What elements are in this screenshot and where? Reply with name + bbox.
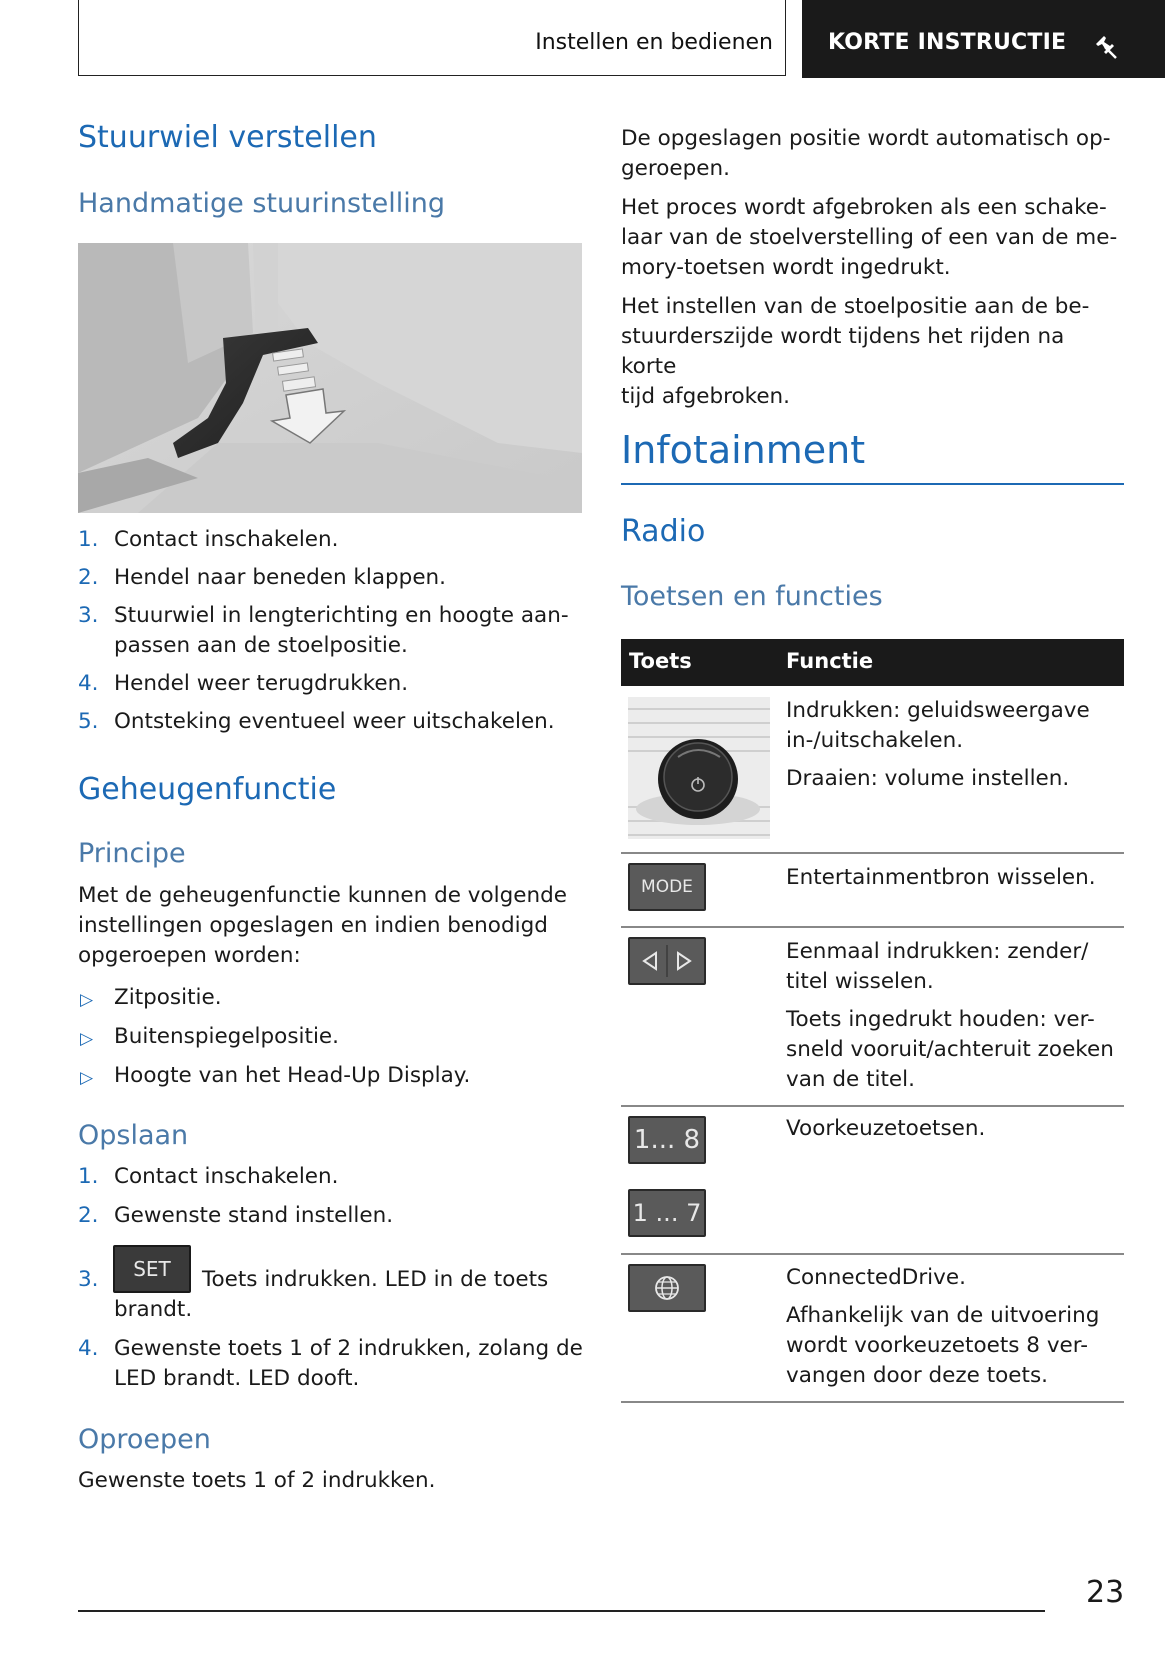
oproepen-text: Gewenste toets 1 of 2 indrukken. (78, 1468, 436, 1493)
preset-1-8-button-icon: 1... 8 (628, 1116, 706, 1164)
list-item: 5. Ontsteking eventueel weer uitschakelen. (78, 709, 555, 734)
list-item: 4. Hendel weer terugdrukken. (78, 671, 409, 696)
prev-next-button-icon (628, 937, 706, 985)
step4-text-cont: LED brandt. LED dooft. (114, 1366, 360, 1391)
infotainment-rule (621, 483, 1124, 485)
paragraph-abort: Het proces wordt afgebroken als een schake- laar van de stoelverstelling of een van de me- mory-toetsen wordt ingedrukt. (621, 195, 1118, 280)
globe-icon (653, 1274, 681, 1302)
set-button-icon: SET (113, 1245, 191, 1293)
bullet-triangle-icon: ▷ (80, 990, 94, 1010)
table-row-1-function: Indrukken: geluidsweergave in-/uitschakelen. Draaien: volume instellen. (786, 698, 1090, 791)
page-number: 23 (1086, 1575, 1125, 1610)
heading-oproepen: Oproepen (78, 1424, 211, 1455)
heading-infotainment: Infotainment (621, 428, 866, 472)
list-item-continued: passen aan de stoelpositie. (114, 633, 408, 658)
list-item: ▷ Buitenspiegelpositie. (78, 1022, 578, 1061)
heading-principe: Principe (78, 838, 186, 869)
heading-geheugen: Geheugenfunctie (78, 772, 337, 807)
step-number: 3. (78, 1267, 99, 1292)
table-header (621, 639, 1124, 686)
list-item: ▷ Zitpositie. (78, 983, 578, 1022)
header-section-title: Instellen en bedienen (535, 30, 773, 55)
header-chapter-tab (802, 0, 1165, 78)
bullet-triangle-icon: ▷ (80, 1029, 94, 1049)
heading-stuurwiel: Stuurwiel verstellen (78, 120, 377, 155)
paragraph-driving: Het instellen van de stoelpositie aan de be- stuurderszijde wordt tijdens het rijden na korte tijd afgebroken. (621, 294, 1090, 409)
table-row-2-function: Entertainmentbron wisselen. (786, 865, 1096, 890)
header-chapter-title: KORTE INSTRUCTIE (828, 30, 1067, 55)
step3-text-cont: brandt. (114, 1297, 193, 1322)
list-item: 2. Hendel naar beneden klappen. (78, 565, 447, 590)
table-row-divider (621, 1105, 1124, 1107)
skip-arrows-icon (632, 941, 702, 981)
steering-steps-list (78, 525, 578, 745)
step-number: 4. (78, 1336, 99, 1361)
list-item: 1. Contact inschakelen. (78, 1164, 339, 1189)
steering-lever-image (78, 243, 582, 513)
heading-opslaan: Opslaan (78, 1120, 189, 1151)
column-header-toets: Toets (629, 649, 692, 673)
opslaan-steps-list (78, 1162, 578, 1240)
preset-1-7-button-icon: 1 ... 7 (628, 1189, 706, 1237)
paragraph-recall: De opgeslagen positie wordt automatisch op- geroepen. (621, 126, 1111, 181)
list-item: 3. Stuurwiel in lengterichting en hoogte aan- (78, 603, 569, 628)
list-item: ▷ Hoogte van het Head-Up Display. (78, 1061, 578, 1100)
table-row-divider (621, 852, 1124, 854)
footer-rule (78, 1610, 1045, 1612)
column-header-functie: Functie (786, 649, 874, 673)
table-row-divider (621, 926, 1124, 928)
mode-button-icon: MODE (628, 863, 706, 911)
pin-icon (1090, 30, 1120, 60)
heading-radio: Radio (621, 514, 706, 549)
list-item: 2. Gewenste stand instellen. (78, 1203, 394, 1228)
heading-toetsen: Toetsen en functies (621, 581, 883, 612)
table-row-5-function: ConnectedDrive. Afhankelijk van de uitvoering wordt voorkeuzetoets 8 ver- vangen door deze toets. (786, 1265, 1100, 1388)
step4-text: Gewenste toets 1 of 2 indrukken, zolang de (114, 1336, 583, 1361)
bullet-triangle-icon: ▷ (80, 1068, 94, 1088)
heading-handmatig: Handmatige stuurinstelling (78, 188, 445, 219)
list-item: 1. Contact inschakelen. (78, 527, 339, 552)
table-row-3-function: Eenmaal indrukken: zender/ titel wisselen. Toets ingedrukt houden: ver- sneld vooruit/achteruit zoeken van de titel. (786, 939, 1114, 1092)
memory-bullet-list (78, 983, 578, 1100)
connecteddrive-button-icon (628, 1264, 706, 1312)
table-row-divider (621, 1253, 1124, 1255)
volume-knob-image (628, 697, 770, 839)
table-row-4-function: Voorkeuzetoetsen. (786, 1116, 986, 1141)
step3-text: Toets indrukken. LED in de toets (202, 1267, 549, 1292)
principe-paragraph: Met de geheugenfunctie kunnen de volgende instellingen opgeslagen en indien benodigd opgeroepen worden: (78, 883, 568, 968)
table-bottom-rule (621, 1401, 1124, 1403)
